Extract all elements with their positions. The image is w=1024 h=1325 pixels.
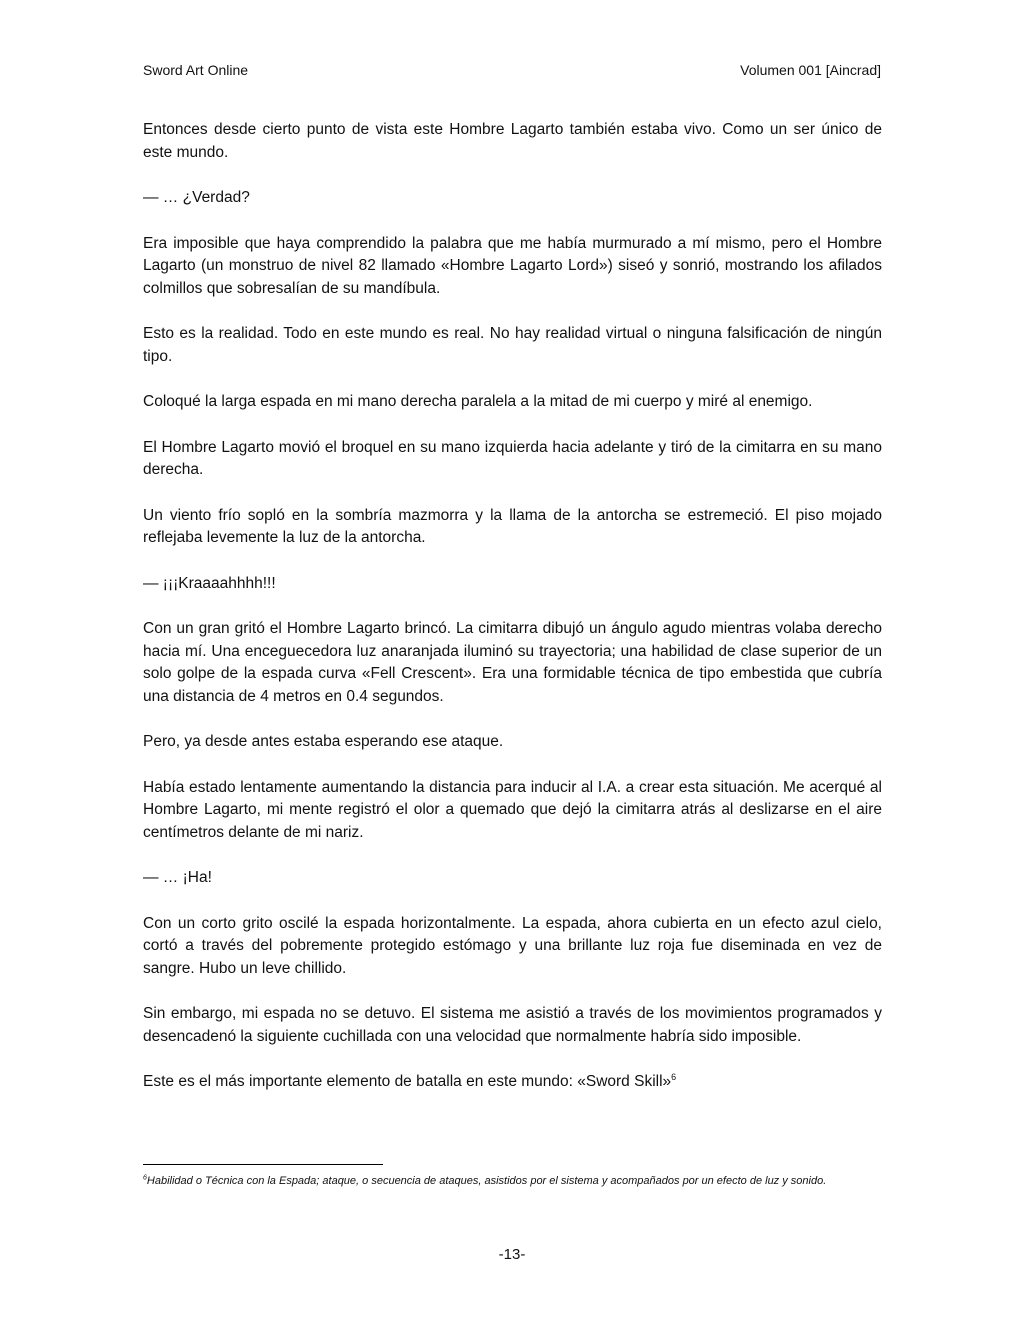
paragraph: Entonces desde cierto punto de vista este Hombre Lagarto también estaba vivo. Como un ser único de este mundo. bbox=[143, 121, 882, 161]
paragraph: Con un corto grito oscilé la espada horizontalmente. La espada, ahora cubierta en un efecto azul cielo, cortó a través del pobremente protegido estómago y una brillante luz roja fue diseminada en vez de sangre. Hubo un leve chillido. bbox=[143, 914, 882, 977]
footnote-divider bbox=[143, 1164, 383, 1165]
paragraph: — … ¡Ha! bbox=[143, 869, 212, 886]
page-number: -13- bbox=[498, 1246, 526, 1263]
paragraph: El Hombre Lagarto movió el broquel en su mano izquierda hacia adelante y tiró de la cimitarra en su mano derecha. bbox=[143, 438, 882, 478]
footnote-reference: 6 bbox=[671, 1071, 677, 1082]
paragraph: Sin embargo, mi espada no se detuvo. El sistema me asistió a través de los movimientos programados y desencadenó la siguiente cuchillada con una velocidad que normalmente habría sido imposible. bbox=[143, 1005, 882, 1045]
footnote-marker: 6 bbox=[143, 1174, 147, 1182]
running-header bbox=[143, 60, 881, 80]
paragraph: — … ¿Verdad? bbox=[143, 189, 250, 206]
paragraph: Pero, ya desde antes estaba esperando ese ataque. bbox=[143, 733, 504, 750]
paragraph: Esto es la realidad. Todo en este mundo es real. No hay realidad virtual o ninguna falsificación de ningún tipo. bbox=[143, 325, 882, 365]
footnote-text: Habilidad o Técnica con la Espada; ataque, o secuencia de ataques, asistidos por el sistema y acompañados por un efecto de luz y sonido. bbox=[146, 1175, 827, 1187]
paragraph: Con un gran gritó el Hombre Lagarto brincó. La cimitarra dibujó un ángulo agudo mientras volaba derecho hacia mí. Una enceguecedora luz anaranjada iluminó su trayectoria; una habilidad de clase superior de un solo golpe de la espada curva «Fell Crescent». Era una formidable técnica de tipo embestida que cubría una distancia de 4 metros en 0.4 segundos. bbox=[143, 620, 882, 705]
paragraph: — ¡¡¡Kraaaahhhh!!! bbox=[143, 574, 276, 592]
header-volume: Volumen 001 [Aincrad] bbox=[740, 62, 881, 78]
paragraph: Era imposible que haya comprendido la palabra que me había murmurado a mí mismo, pero el Hombre Lagarto (un monstruo de nivel 82 llamado «Hombre Lagarto Lord») siseó y sonrió, mostrando los afilados colmillos que sobresalían de su mandíbula. bbox=[143, 234, 882, 297]
last-paragraph-text: Este es el más importante elemento de batalla en este mundo: «Sword Skill» bbox=[143, 1073, 672, 1090]
body-text bbox=[143, 119, 882, 1117]
footnote bbox=[143, 1173, 882, 1189]
header-book-title: Sword Art Online bbox=[143, 62, 249, 78]
paragraph-last bbox=[143, 1071, 882, 1094]
paragraph: Había estado lentamente aumentando la distancia para inducir al I.A. a crear esta situación. Me acerqué al Hombre Lagarto, mi mente registró el olor a quemado que dejó la cimitarra atrás al deslizarse en el aire centímetros delante de mi nariz. bbox=[143, 778, 882, 841]
paragraph: Coloqué la larga espada en mi mano derecha paralela a la mitad de mi cuerpo y miré al enemigo. bbox=[143, 393, 813, 410]
paragraph: Un viento frío sopló en la sombría mazmorra y la llama de la antorcha se estremeció. El piso mojado reflejaba levemente la luz de la antorcha. bbox=[143, 506, 882, 546]
